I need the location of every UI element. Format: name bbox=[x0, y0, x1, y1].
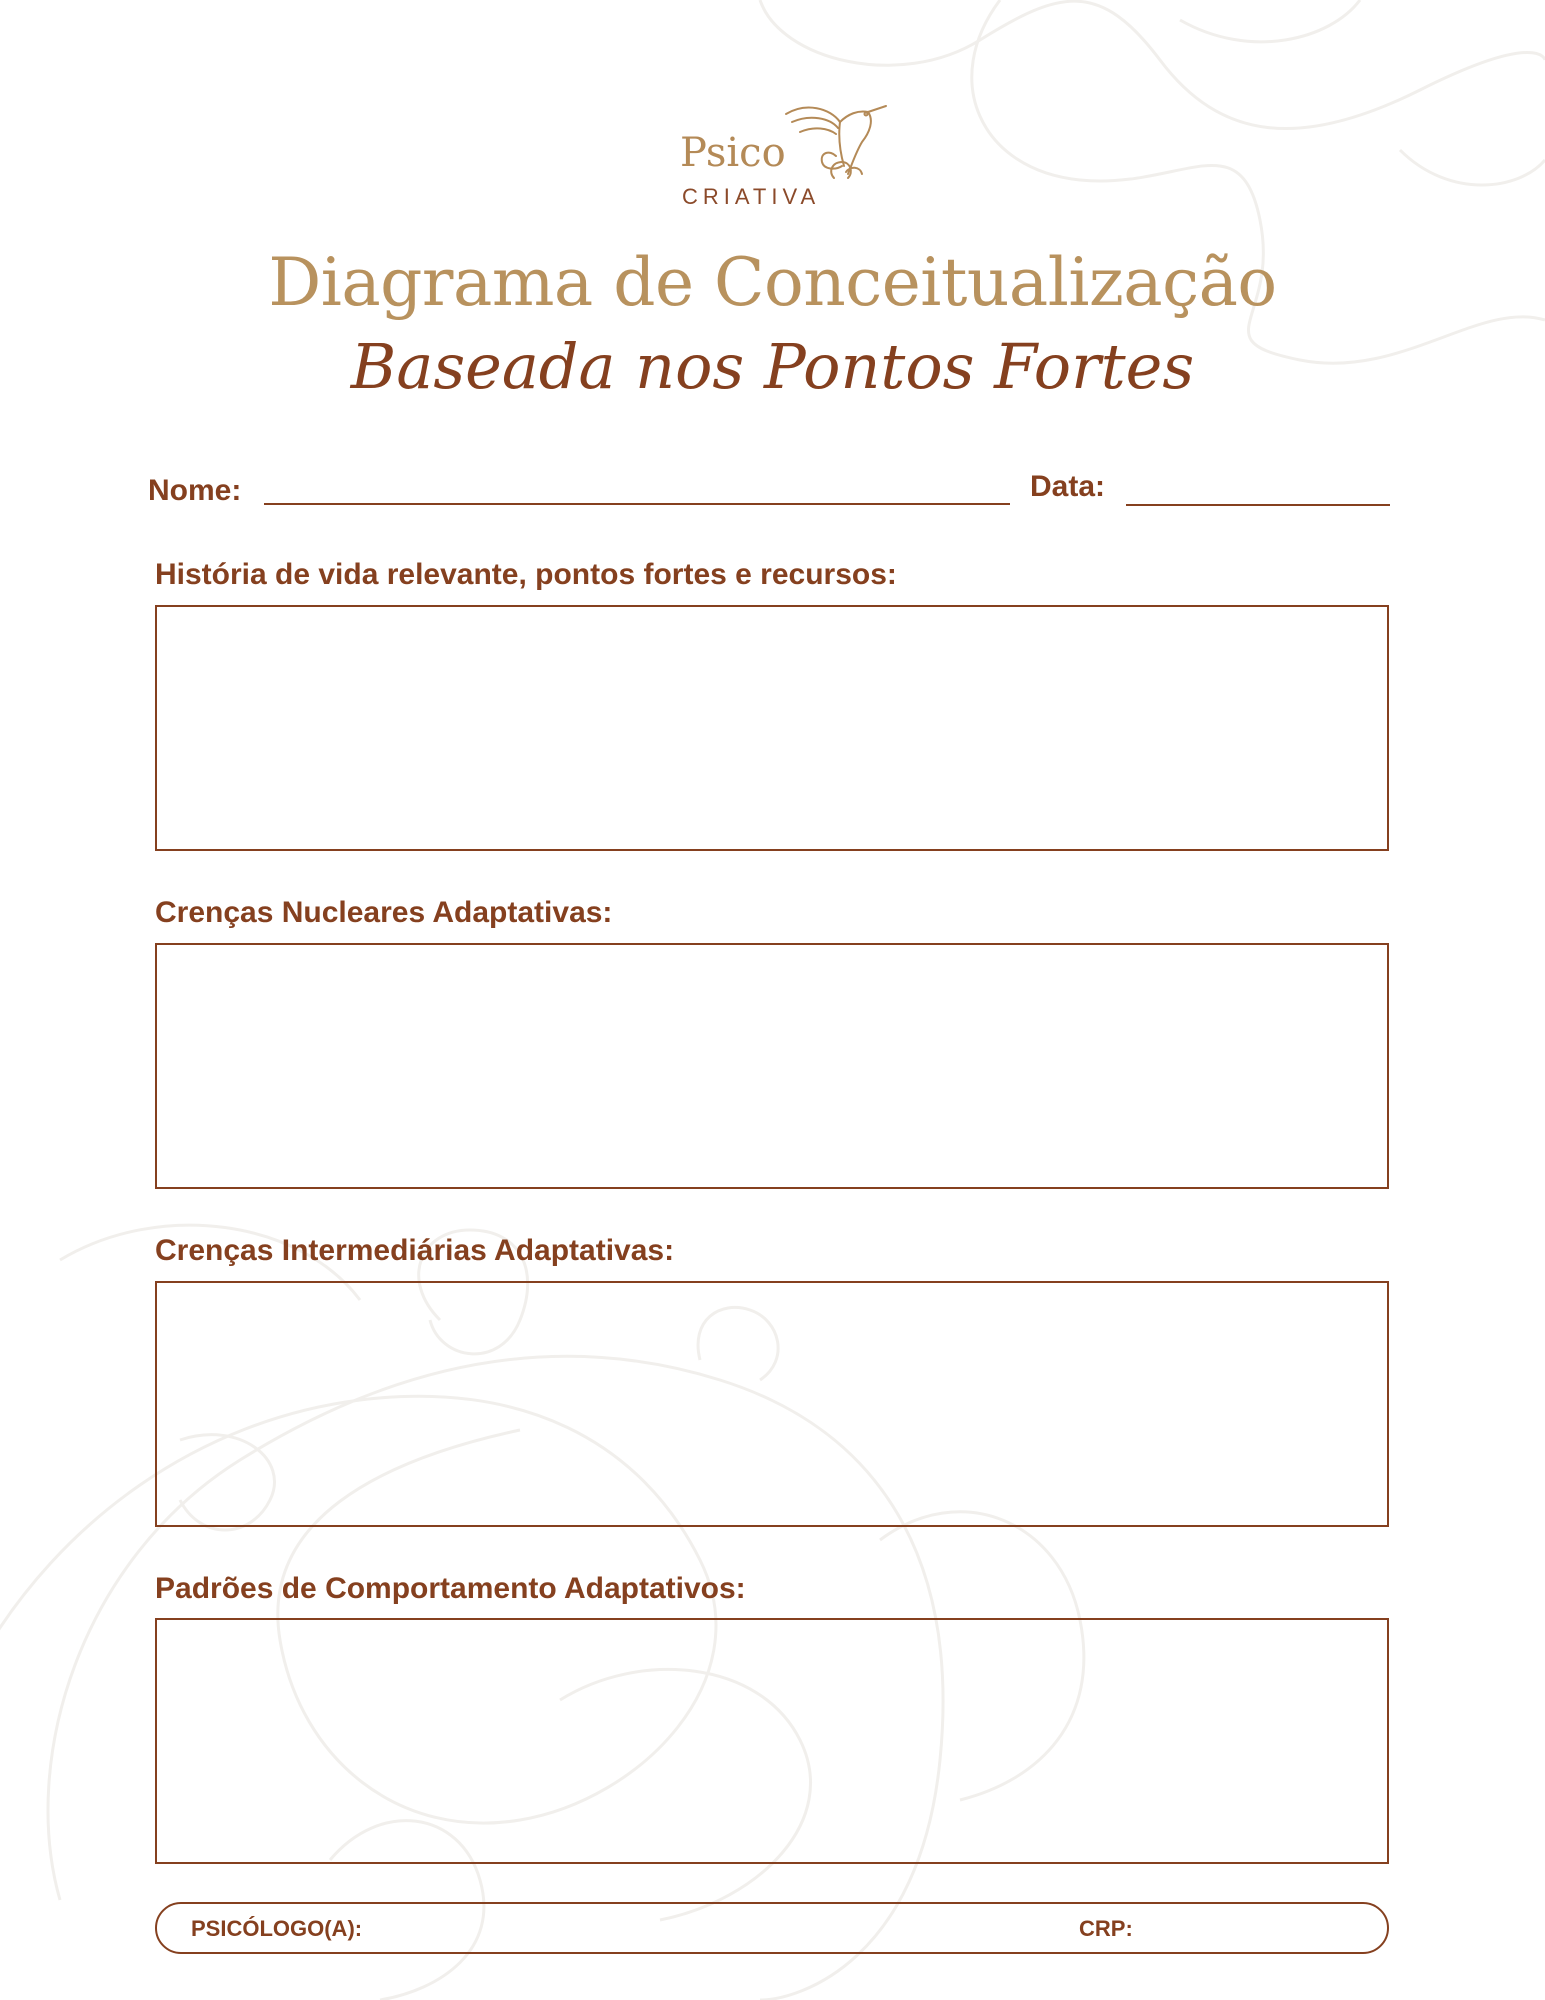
nome-label: Nome: bbox=[148, 474, 242, 507]
padroes-comportamento-textbox[interactable] bbox=[155, 1618, 1389, 1864]
section-label-padroes-comportamento: Padrões de Comportamento Adaptativos: bbox=[155, 1572, 746, 1605]
footer-signature-bar bbox=[155, 1902, 1389, 1954]
logo-psico-text: Psico bbox=[680, 130, 786, 176]
crencas-intermediarias-textbox[interactable] bbox=[155, 1281, 1389, 1527]
section-label-historia: História de vida relevante, pontos fortes e recursos: bbox=[155, 558, 897, 591]
section-label-crencas-nucleares: Crenças Nucleares Adaptativas: bbox=[155, 896, 613, 929]
section-label-crencas-intermediarias: Crenças Intermediárias Adaptativas: bbox=[155, 1234, 675, 1267]
crp-label: CRP: bbox=[1079, 1916, 1133, 1941]
data-field[interactable] bbox=[1126, 504, 1390, 506]
data-label: Data: bbox=[1030, 470, 1106, 503]
psicologo-label: PSICÓLOGO(A): bbox=[191, 1916, 363, 1941]
crencas-nucleares-textbox[interactable] bbox=[155, 943, 1389, 1189]
nome-field[interactable] bbox=[264, 503, 1010, 505]
historia-textbox[interactable] bbox=[155, 605, 1389, 851]
page-subtitle: Baseada nos Pontos Fortes bbox=[350, 330, 1195, 403]
page-title: Diagrama de Conceitualização bbox=[268, 244, 1277, 321]
hummingbird-icon bbox=[778, 92, 888, 182]
logo-criativa-text: CRIATIVA bbox=[682, 184, 821, 209]
psico-criativa-logo bbox=[660, 92, 900, 212]
